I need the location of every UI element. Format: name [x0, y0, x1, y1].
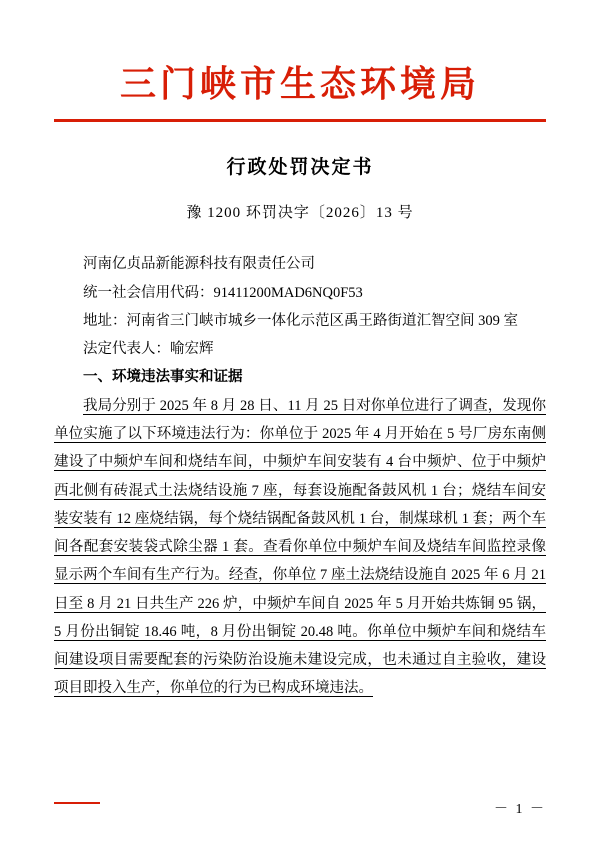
document-type-title: 行政处罚决定书 — [226, 157, 374, 179]
header-red-rule — [54, 119, 546, 122]
document-body — [54, 250, 546, 702]
footer-red-rule — [54, 802, 100, 804]
party-company-name: 河南亿贞品新能源科技有限责任公司 — [83, 256, 315, 273]
section-heading-violation-facts: 一、环境违法事实和证据 — [83, 369, 243, 386]
party-address: 地址：河南省三门峡市城乡一体化示范区禹王路街道汇智空间 309 室 — [83, 312, 518, 329]
page-number: － 1 － — [494, 802, 546, 817]
party-legal-representative: 法定代表人：喻宏辉 — [83, 341, 214, 358]
organization-title: 三门峡市生态环境局 — [119, 64, 480, 104]
party-credit-code: 统一社会信用代码：91411200MAD6NQ0F53 — [83, 284, 363, 301]
document-number: 豫 1200 环罚决字〔2026〕13 号 — [186, 205, 414, 222]
violation-facts-paragraph: 我局分别于 2025 年 8 月 28 日、11 月 25 日对你单位进行了调查，发现你单位实施了以下环境违法行为：你单位于 2025 年 4 月开始在 5 号厂房东南侧建设了中频炉车间和烧结车间，中频炉车间安装有 4 台中频炉、位于中频炉西北侧有砖混式土法烧结设施 7 座，每套设施配备鼓风机 1 台；烧结车间安装安装有 12 座烧结锅，每个烧结锅配备鼓风机 1 台，制煤球机 1 套；两个车间各配套安装袋式除尘器 1 套。查看你单位中频炉车间及烧结车间监控录像显示两个车间有生产行为。经查，你单位 7 座土法烧结设施自 2025 年 6 月 21 日至 8 月 21 日共生产 226 炉，中频炉车间自 2025 年 5 月开始共炼铜 95 锅，5 月份出铜锭 18.46 吨，8 月份出铜锭 20.48 吨。你单位中频炉车间和烧结车间建设项目需要配套的污染防治设施未建设完成，也未通过自主验收，建设项目即投入生产，你单位的行为已构成环境违法。 — [54, 397, 546, 697]
